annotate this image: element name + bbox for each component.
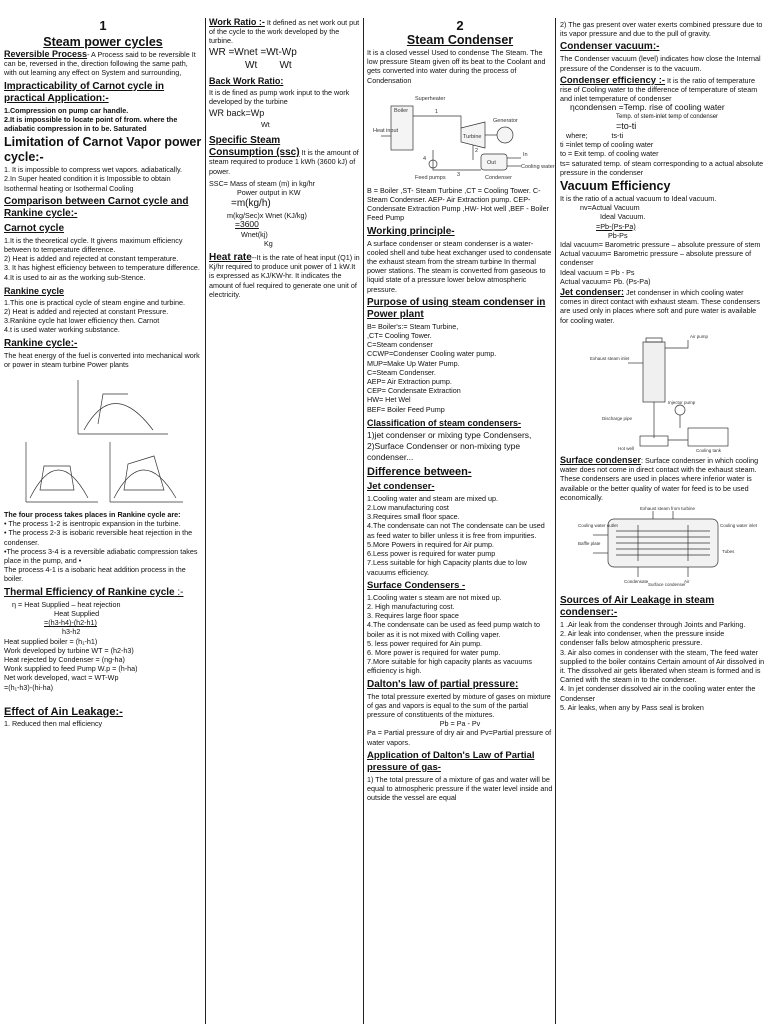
efficiency-line: Work developed by turbine WT = (h2-h3) (4, 645, 134, 655)
figure-label: Condensate (623, 578, 648, 584)
section-title: Steam Condenser (406, 33, 514, 47)
impracticability-item: 2.It is impossible to locate point of from. where the adiabatic compression in to be. Saturated (4, 114, 178, 134)
ssc-formula: Kg (264, 238, 273, 248)
carnot-heading: Carnot cycle (4, 222, 65, 234)
diagram-label: 3 (456, 171, 460, 178)
efficiency-formula: where; ts-ti (566, 131, 624, 141)
abbreviations: B = Boiler ,ST- Steam Turbine ,CT = Cooling Tower. C- Steam Condenser. AEP- Air Extraction pump. CEP- Condensate Extraction Pump ,HW- Hot well ,BEF - Boiler Feed Pump (367, 185, 550, 223)
diagram-label: Boiler (393, 107, 408, 114)
efficiency-formula: ηcondensen =Temp. rise of cooling water (570, 102, 725, 113)
impracticability-item: 1.Compression on pump car handle. (4, 105, 129, 115)
column-1 (4, 18, 202, 1024)
working-principle-text: A surface condenser or steam condenser is a water-cooled shell and tube heat exchanger used to condensate the exhaust steam from the stream turbine In thermal power stations. The steam is converted from gaseous to liquid state of a pressure lower below atmospheric pressure. (367, 238, 552, 294)
classification-item: 1)jet condenser or mixing type Condensers, (367, 429, 532, 440)
condenser-efficiency: Condenser efficiency :- It is the ratio of temperature rise of Cooling water to the difference of temperature of steam and inlet temperature of condenser (560, 74, 758, 104)
jet-condenser-figure (588, 328, 738, 453)
reversible-process: Reversible Process- A Process said to be reversible It can be, reversed in the, direction following the same path, with out learning any effect on System and surrounding, (4, 49, 196, 78)
purpose-item: B= Boiler's:= Steam Turbine, (367, 321, 459, 331)
process-item: • The process 1-2 is isentropic expansion in the turbine. (4, 519, 181, 529)
back-work-ratio-heading: Back Work Ratio: (209, 75, 284, 86)
column-divider (205, 18, 206, 1024)
daltons-formula: Pb = Pa - Pv (439, 719, 481, 729)
figure-label: Discharge pipe (601, 415, 632, 421)
jet-item: 3.Requires small floor space. (367, 512, 460, 522)
surface-condensers-heading: Surface Condensers - (367, 579, 466, 591)
figure-label: Hot well (617, 445, 634, 451)
ssc-formula: m(kg/Sec)x Wnet (KJ/kg) (227, 211, 307, 221)
diagram-label: In (522, 151, 528, 158)
rankine-ts-diagrams (18, 372, 188, 507)
purpose-heading: Purpose of using steam condenser in Power plant (367, 296, 546, 320)
purpose-item: CEP= Condensate Extraction (367, 386, 461, 396)
purpose-item: AEP= Air Extraction pump. (367, 377, 452, 387)
rankine-heading: Rankine cycle (4, 285, 65, 296)
purpose-item: ,CT= Cooling Tower. (367, 331, 432, 341)
figure-label: Cooling tank (695, 447, 721, 453)
carnot-item: 1.It is the theoretical cycle. It givens maximum efficiency between to temperature difference. (4, 235, 183, 255)
column-2 (209, 18, 361, 1024)
efficiency-line: Wonk supplied to feed Pump W.p = (h-ha) (4, 664, 138, 674)
rankine-item: 4.t is used water working substance. (4, 325, 120, 335)
process-item: • The process 2-3 is isobaric reversible heat rejection in the condenser. (4, 528, 193, 547)
surface-item: 6. More power is required for water pump. (367, 647, 501, 657)
efficiency-var: ti =inlet temp of cooling water (560, 140, 654, 150)
rankine-item: 3.Rankine cycle hat lower efficiency then. Carnot (4, 316, 160, 326)
vacuum-item: Ideal vacuum = Pb - Ps (560, 267, 635, 277)
rankine-item: 1.This one is practical cycle of steam engine and turbine. (4, 297, 185, 307)
application-item: 1) The total pressure of a mixture of gas and water will be equal to atmospheric pressure if the water level inside and outside the vessel are equal (367, 774, 553, 803)
work-ratio: Work Ratio :- It defined as net work out put of the cycle to the work developed by the turbine. (209, 17, 360, 46)
heat-rate: Heat rate--It is the rate of heat input (Q1) in Kj/hr required to produce unit power of 1 kW.It is expressed as KJ/KW-hr. It indicates the amount of fuel required to generate one unit of electricity. (209, 252, 360, 299)
diagram-label: Feed pumps (414, 174, 446, 181)
ssc-heading: Specific Steam (209, 135, 281, 147)
vacuum-item: Actual vacuum= Barometric pressure – absolute pressure of condenser (560, 249, 752, 268)
surface-item: 2. High manufacturing cost. (367, 601, 455, 611)
efficiency-formula: =to-ti (616, 120, 637, 131)
limitation-item: 1. It is impossible to compress wet vapors. adiabatically. (4, 165, 183, 175)
rankine-cycle-text: The heat energy of the fuel is converted into mechanical work or power in steam turbine Power plants (4, 350, 200, 369)
figure-label: Exhaust steam inlet (589, 355, 629, 361)
efficiency-line: =(h₁-h3)-(hi-ha) (4, 682, 53, 692)
figure-label: Air pump (689, 333, 708, 339)
ssc-formula: =m(kg/h) (231, 198, 271, 210)
process-item: •The process 3-4 is a reversible adiabatic compression takes place in the pump, and • (4, 546, 198, 566)
surface-item: 4.The condensate can be used as feed pump watch to boiler as it is not mixed with Colling vaper. (367, 620, 541, 639)
difference-heading: Difference between- (367, 465, 472, 478)
figure-label: Injector pump (667, 399, 695, 405)
diagram-label: Superheater (414, 95, 445, 102)
working-principle-heading: Working principle- (367, 225, 455, 237)
jet-item: 6.Less power is required for water pump (367, 549, 496, 559)
comparison-heading: Comparison between Carnot cycle and Rankine cycle:- (4, 195, 189, 219)
diagram-label: Turbine (462, 133, 481, 140)
purpose-item: BEF= Boiler Feed Pump (367, 404, 445, 414)
jet-item: 1.Cooling water and steam are mixed up. (367, 493, 499, 503)
carnot-item: 3. It has highest efficiency between to temperature difference. (4, 263, 200, 273)
ssc-formula: =3600 (235, 219, 259, 230)
purpose-item: MUP=Make Up Water Pump. (367, 358, 460, 368)
back-work-ratio-text: It is de fined as pump work input to the work developed by the turbine (209, 87, 350, 106)
jet-condenser: Jet condenser: Jet condenser in which cooling water comes in direct contact with exhaust steam. These condensers are used only in places where soft and pure water is available for cooling water. (560, 287, 761, 325)
jet-item: 2.Low manufacturing cost (367, 503, 449, 513)
air-leakage-source: 2. Air leak into condenser, when the pressure inside (560, 629, 725, 639)
page-number: 2 (456, 18, 464, 33)
classification-item: 2)Surface Condenser or non-mixing type condenser... (367, 440, 521, 462)
section-title: Steam power cycles (43, 35, 163, 49)
purpose-item: C=Steam Condenser. (367, 367, 436, 377)
figure-label: Tubes (721, 548, 734, 554)
jet-condenser-heading: Jet condenser- (367, 480, 435, 492)
surface-condenser-figure (577, 505, 757, 587)
efficiency-formula: =(h3-h4)-(h2-h1) (44, 618, 97, 628)
air-leakage-heading: Effect of Ain Leakage:- (4, 705, 123, 718)
column-3 (367, 18, 553, 1024)
column-4 (560, 18, 765, 1024)
surface-item: 1.Cooling water s steam are not mixed up. (367, 592, 502, 602)
daltons-definition: Pa = Partial pressure of dry air and Pv=Partial pressure of water vapors. (367, 728, 552, 747)
surface-condenser: Surface condenser: Surface condenser in which cooling water does not come in direct contact with the exhaust steam. These condensers are used in places where inferior water is available or the better quality of water for feed is to be used economically. (560, 454, 759, 502)
work-ratio-formula: WR =Wnet =Wt-Wp (209, 46, 297, 58)
impracticability-heading: Impracticability of Carnot cycle in practical Application:- (4, 80, 165, 104)
efficiency-line: Net work developed, wact = WT-Wp (4, 673, 119, 683)
air-leakage-source: 4. In jet condenser dissolved air in the cooling water enter the Condenser (560, 684, 756, 703)
air-leakage-source: 5. Air leaks, when any by Pass seal is broken (560, 702, 704, 712)
limitation-item: 2.In Super heated condition it is Impossible to obtain Isothermal heating or Isothermal Cooling (4, 174, 171, 193)
figure-label: Baffle plate (577, 540, 600, 546)
four-process-heading: The four process takes places in Rankine cycle are: (4, 510, 181, 520)
carnot-item: 2) Heat is added and rejected at constant temperature. (4, 254, 179, 264)
process-item: The process 4-1 is a isobaric heat addition process in the boiler. (4, 565, 186, 584)
condenser-vacuum-text: The Condenser vacuum (level) indicates how close the Internal pressure of the Condenser is to the vacuum. (560, 54, 761, 73)
application-heading: Application of Dalton's Law of Partial pressure of gas- (367, 749, 535, 773)
vacuum-item: Actual vacuum= Pb. (Ps-Pa) (560, 276, 651, 286)
figure-label: Cooling water outlet (577, 522, 618, 528)
diagram-label: 2 (474, 147, 478, 154)
efficiency-formula: Temp. of stem-inlet temp of condenser (616, 113, 719, 120)
thermal-efficiency-heading: Thermal Efficiency of Rankine cycle :- (4, 586, 184, 598)
vacuum-formula: nv=Actual Vacuum (580, 203, 640, 213)
diagram-label: Condenser (484, 174, 512, 181)
ssc-formula: SSC= Mass of steam (m) in kg/hr (209, 178, 316, 188)
efficiency-line: Heat supplied boiler = (h₁-h1) (4, 636, 98, 646)
condenser-vacuum-heading: Condenser vacuum:- (560, 41, 660, 53)
diagram-label: Heat input (372, 127, 398, 134)
rankine-item: 2) Heat is added and rejected at constant Pressure. (4, 307, 169, 317)
ssc-formula: Wnet(kj) (241, 229, 268, 239)
vacuum-formula: =Pb-(Ps-Pa) (596, 221, 636, 231)
rankine-cycle-heading: Rankine cycle:- (4, 337, 78, 349)
air-leakage-item: 1. Reduced then mal efficiency (4, 718, 103, 728)
limitation-heading: Limitation of Carnot Vapor power cycle:- (4, 135, 202, 165)
power-plant-diagram (372, 88, 555, 183)
jet-item: 7.Less suitable for high Capacity plants due to low vacuums efficiency. (367, 558, 527, 577)
jet-item: 4.The condensate can not The condensate can be used as feed water to biller unless it is free from impurities. (367, 521, 545, 540)
diagram-label: Out (486, 159, 496, 166)
work-ratio-formula: Wt Wt (245, 59, 292, 71)
back-work-ratio-formula: Wt (261, 120, 270, 130)
efficiency-line: Heat rejected by Condenser = (ng-ha) (4, 654, 125, 664)
efficiency-formula: h3-h2 (62, 627, 81, 637)
daltons-law-text: The total pressure exerted by mixture of gases on mixture of gas and vapors is equal to the sum of the partial pressure of constituents of the mixtures. (367, 691, 551, 719)
purpose-item: HW= Het Wel (367, 395, 411, 405)
air-leakage-sources-heading: Sources of Air Leakage in steam condenser:- (560, 594, 715, 618)
air-leakage-source: 1 .Air leak from the condenser through Joints and Parking. (560, 619, 746, 629)
surface-item: 3. Requires large floor space (367, 611, 459, 621)
vacuum-efficiency-heading: Vacuum Efficiency (560, 179, 671, 194)
condenser-intro: It is a closed vessel Used to condense The Steam. The low pressure Steam given off its beat to the Coolant and gets converted into water during the process of Condensation (367, 48, 546, 85)
purpose-item: C=Steam condenser (367, 340, 433, 350)
figure-label: Air (683, 578, 689, 584)
gas-pressure-note: 2) The gas present over water exerts combined pressure due to its vapor pressure and due to the pull of gravity. (560, 20, 763, 39)
carnot-item: 4.It is used to air as the working sub-Stence. (4, 272, 146, 282)
purpose-item: CCWP=Condenser Cooling water pump. (367, 349, 497, 359)
efficiency-formula: Heat Supplied (54, 608, 100, 618)
column-divider (555, 18, 556, 1024)
vacuum-efficiency-text: It is the ratio of a actual vacuum to Ideal vacuum. (560, 194, 717, 204)
vacuum-item: Idal vacuum= Barometric pressure – absolute pressure of stem (560, 240, 761, 250)
air-leakage-source: 3. Air also comes in condenser with the steam, The feed water supplied to the boiler contains Certain amount of Air dissolved in it. The dissolved air gets liberated when steam is formed and is Carried with the steam in to the condenser. (560, 647, 765, 685)
surface-item: 5. less power required for Ain pump. (367, 638, 483, 648)
figure-label: Cooling water inlet (719, 522, 757, 528)
column-divider (363, 18, 364, 1024)
efficiency-formula: η = Heat Supplied – heat rejection (12, 599, 121, 609)
ssc-text: Consumption (ssc) It is the amount of steam required to produce 1 kWh (3600 kJ) of power. (209, 147, 359, 176)
diagram-label: 1 (434, 108, 438, 115)
air-leakage-source: condenser falls below atmospheric pressure. (560, 638, 703, 648)
vacuum-formula: Ideal Vacuum. (600, 212, 646, 222)
diagram-label: 4 (422, 155, 426, 162)
daltons-law-heading: Dalton's law of partial pressure: (367, 678, 519, 690)
page-number: 1 (99, 18, 107, 33)
figure-label: Exhaust steam from turbine (639, 505, 695, 511)
diagram-label: Generator (492, 117, 518, 124)
efficiency-var: to = Exit temp. of cooling water (560, 149, 659, 159)
classification-heading: Classification of steam condensers- (367, 417, 522, 428)
diagram-label: Cooling water (520, 163, 555, 170)
back-work-ratio-formula: WR back=Wp (209, 108, 265, 119)
figure-label: Surface condenser (647, 581, 686, 587)
jet-item: 5.More Powers in required for Air pump. (367, 539, 495, 549)
vacuum-formula: Pb-Ps (608, 230, 628, 240)
efficiency-var: ts= saturated temp. of steam corresponding to a actual absolute pressure in the condenser (560, 158, 764, 177)
surface-item: 7.More suitable for high capacity plants as vacuums efficiency is high. (367, 657, 532, 676)
ssc-formula: Power output in KW (237, 188, 301, 198)
